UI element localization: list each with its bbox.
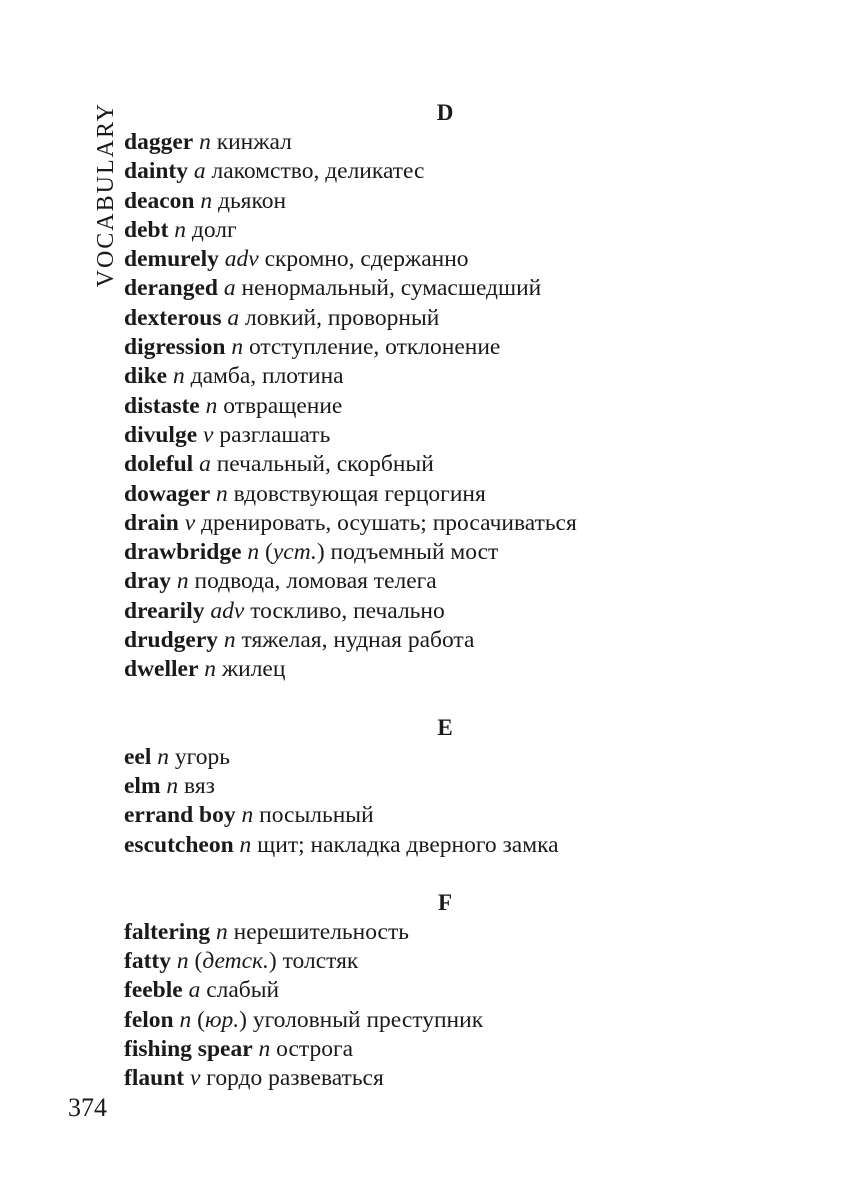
translation: тяжелая, нудная работа: [241, 627, 475, 654]
translation: острога: [276, 1036, 354, 1063]
vocab-entry: [124, 216, 764, 245]
section-d: [124, 97, 764, 685]
vocab-entry: [124, 567, 764, 596]
translation: отвращение: [223, 392, 343, 419]
part-of-speech: a: [188, 977, 201, 1004]
vocabulary-list: [124, 97, 764, 1094]
section-letter: E: [437, 714, 453, 740]
vocab-entry: [124, 362, 764, 391]
section-letter: D: [436, 100, 454, 125]
headword: errand boy: [124, 802, 236, 829]
headword: escutcheon: [124, 831, 234, 858]
part-of-speech: a: [227, 304, 240, 331]
headword: feeble: [124, 977, 183, 1004]
headword: divulge: [124, 421, 198, 448]
part-of-speech: n: [176, 568, 189, 595]
headword: flaunt: [124, 1065, 185, 1092]
translation: тоскливо, печально: [250, 597, 445, 624]
vocab-entry: [124, 128, 764, 157]
headword: dainty: [124, 158, 188, 185]
part-of-speech: adv: [210, 597, 245, 624]
vocab-entry: [124, 480, 764, 509]
vocab-entry: [124, 421, 764, 450]
headword: drain: [124, 509, 179, 536]
vocab-entry: [124, 976, 764, 1005]
headword: demurely: [124, 246, 219, 273]
headword: dray: [124, 568, 171, 595]
vocab-entry: [124, 801, 764, 830]
vocab-entry: [124, 743, 764, 772]
headword: distaste: [124, 392, 200, 419]
part-of-speech: n: [223, 627, 236, 654]
translation: толстяк: [282, 948, 359, 975]
translation: нерешительность: [233, 918, 409, 945]
part-of-speech: n: [216, 480, 228, 507]
vocab-entry: [124, 509, 764, 538]
page-number: 374: [68, 1093, 107, 1122]
vocab-entry: [124, 772, 764, 801]
translation: гордо развеваться: [206, 1065, 384, 1092]
vocab-entry: [124, 157, 764, 186]
vocab-entry: [124, 655, 764, 684]
vocab-entry: drawbridge n (уст.) подъемный мост: [124, 539, 499, 566]
translation: подвода, ломовая телега: [194, 568, 437, 595]
vocab-entry: [124, 187, 764, 216]
usage-note: уст.: [272, 539, 317, 566]
part-of-speech: v: [203, 421, 214, 448]
headword: fishing spear: [124, 1036, 253, 1063]
headword: elm: [124, 772, 161, 799]
section-f: [124, 887, 764, 1094]
vocab-entry: [124, 274, 764, 303]
translation: жилец: [221, 656, 286, 683]
section-letter: F: [437, 889, 453, 915]
part-of-speech: a: [193, 158, 206, 185]
part-of-speech: n: [247, 539, 260, 566]
headword: felon: [124, 1006, 174, 1033]
vocab-entry: felon n (юр.) уголовный преступник: [124, 1006, 484, 1033]
usage-note: юр.: [204, 1006, 240, 1033]
headword: dowager: [124, 480, 211, 507]
headword: debt: [124, 216, 169, 243]
part-of-speech: n: [258, 1036, 271, 1063]
headword: deranged: [124, 275, 218, 302]
vocab-entry: [124, 597, 764, 626]
translation: уголовный преступник: [252, 1006, 484, 1033]
headword: eel: [124, 743, 152, 770]
vocab-entry: [124, 333, 764, 362]
translation: разглашать: [219, 421, 331, 448]
translation: печальный, скорбный: [216, 451, 434, 478]
usage-note: детск.: [202, 948, 269, 975]
translation: вяз: [184, 772, 215, 799]
part-of-speech: a: [223, 275, 236, 302]
translation: посыльный: [259, 802, 374, 829]
vocab-entry: [124, 450, 764, 479]
vocab-entry: [124, 245, 764, 274]
vocab-entry: [124, 918, 764, 947]
part-of-speech: n: [172, 363, 185, 390]
headword: fatty: [124, 948, 171, 975]
part-of-speech: n: [239, 831, 252, 858]
part-of-speech: v: [184, 509, 196, 536]
vocab-entry: [124, 1035, 764, 1064]
translation: долг: [191, 216, 237, 243]
headword: doleful: [124, 451, 194, 478]
headword: dweller: [124, 656, 199, 683]
part-of-speech: n: [204, 656, 217, 683]
part-of-speech: n: [205, 392, 218, 419]
translation: дьякон: [218, 187, 287, 214]
vocab-entry: [124, 392, 764, 421]
part-of-speech: n: [176, 948, 189, 975]
translation: кинжал: [216, 129, 292, 155]
part-of-speech: n: [179, 1006, 192, 1033]
translation: лакомство, деликатес: [211, 158, 425, 185]
part-of-speech: n: [174, 216, 187, 243]
vocab-entry: [124, 304, 764, 333]
translation: вдовствующая герцогиня: [233, 480, 486, 507]
translation: ловкий, проворный: [244, 304, 440, 331]
running-head-vocabulary: VOCABULARY: [93, 102, 119, 288]
translation: угорь: [174, 743, 230, 770]
headword: dexterous: [124, 304, 222, 331]
translation: ненормальный, сумасшедший: [241, 275, 542, 302]
translation: щит; накладка дверного замка: [257, 831, 559, 858]
translation: скромно, сдержанно: [264, 246, 469, 273]
headword: deacon: [124, 187, 195, 214]
translation: дренировать, осушать; просачиваться: [201, 509, 577, 536]
part-of-speech: adv: [224, 246, 259, 273]
headword: drearily: [124, 597, 205, 624]
translation: дамба, плотина: [190, 363, 344, 390]
vocab-entry: fatty n (детск.) толстяк: [124, 948, 359, 975]
part-of-speech: v: [189, 1065, 201, 1092]
vocab-entry: [124, 626, 764, 655]
headword: dike: [124, 363, 168, 390]
part-of-speech: n: [231, 334, 244, 361]
translation: отступление, отклонение: [248, 334, 501, 361]
vocab-entry: [124, 831, 764, 860]
vocab-entry: [124, 1064, 764, 1093]
part-of-speech: a: [199, 451, 211, 478]
part-of-speech: n: [241, 802, 254, 829]
translation: слабый: [206, 977, 280, 1004]
part-of-speech: n: [166, 772, 179, 799]
headword: drudgery: [124, 627, 218, 654]
part-of-speech: n: [216, 918, 228, 945]
headword: drawbridge: [124, 539, 242, 566]
translation: подъемный мост: [330, 539, 499, 566]
headword: dagger: [124, 129, 194, 155]
part-of-speech: n: [200, 187, 213, 214]
headword: faltering: [124, 918, 211, 945]
section-e: [124, 712, 764, 860]
part-of-speech: n: [199, 129, 211, 155]
headword: digression: [124, 334, 226, 361]
part-of-speech: n: [157, 743, 170, 770]
